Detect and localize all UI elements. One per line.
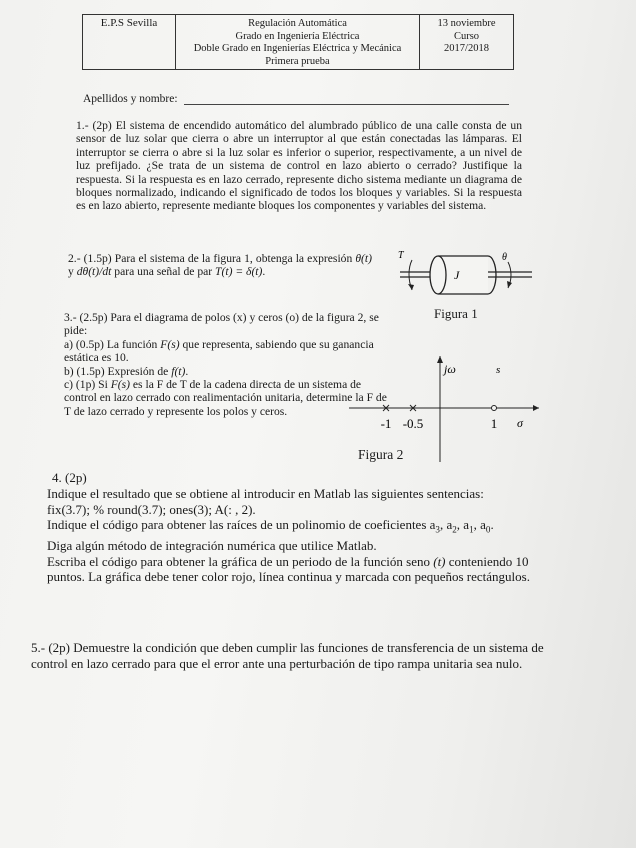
fig2-tick-label-2: 1 — [490, 416, 498, 431]
q4-line-5 — [47, 554, 547, 585]
q4-l5-t: (t) — [433, 553, 446, 569]
figure-2-label: Figura 2 — [358, 447, 404, 462]
question-4 — [47, 486, 547, 585]
q4-line-3 — [47, 517, 547, 538]
fig2-sigma-label: σ — [517, 416, 523, 430]
q4-coef-a3: a — [429, 517, 436, 532]
fig1-theta-label: θ — [502, 252, 507, 263]
q3-part-a — [64, 338, 388, 365]
header-school: E.P.S Sevilla — [100, 17, 158, 29]
exam-header-table — [82, 14, 514, 70]
q4-coef-sub3: 3 — [435, 524, 440, 535]
q4-l3-pre: Indique el código para obtener las raíces de un polinomio de coeficientes — [47, 517, 430, 532]
fig2-imag-axis-arrow — [437, 356, 443, 363]
q4-coef-sub0: 0 — [485, 524, 491, 535]
q2-and: y — [68, 265, 77, 279]
q4-coef-a2: , a — [439, 517, 453, 532]
fig2-s-label: s — [496, 364, 501, 376]
q4-l5-pre: Escriba el código para obtener la gráfica de un periodo de la función seno — [47, 553, 434, 569]
header-degree-2: Doble Grado en Ingenierías Eléctrica y Mecánica — [193, 43, 402, 54]
q4-coef-a1: , a — [456, 517, 470, 532]
question-2 — [68, 252, 372, 279]
q4-coef-sub2: 2 — [452, 524, 457, 535]
q3-c-post: es la F de T de la cadena directa de un sistema de control en lazo cerrado con realimentación unitaria, determine la F de T de lazo cerrado y represente los polos y ceros. — [64, 378, 387, 418]
q3-a-fs: F(s) — [160, 337, 180, 351]
q3-a-post: que representa, sabiendo que su ganancia estática es 10. — [64, 337, 374, 365]
q3-a-pre: a) (0.5p) La función — [64, 337, 161, 351]
fig1-theta-arrowhead — [507, 281, 512, 288]
fig1-cyl-left — [430, 256, 446, 294]
q2-dtheta: dθ(t)/dt — [76, 265, 112, 279]
q2-theta: θ(t) — [355, 252, 372, 265]
fig2-real-axis-arrow — [533, 405, 539, 411]
fig1-cyl-right — [488, 256, 496, 294]
fig1-torque-arrowhead — [408, 284, 414, 290]
q3-part-c — [64, 378, 388, 418]
q2-end: . — [262, 265, 266, 279]
q4-coef-sub1: 1 — [469, 524, 474, 535]
question-1: 1.- (2p) El sistema de encendido automático del alumbrado público de una calle consta de un sensor de luz solar que cierra o abre un interruptor al que están conectadas las lámparas. El interruptor se cierra o abre si la luz solar es inferior o superior, respectivamente, a un nivel de luz prefijado. ¿Se trata de un sistema de control en lazo abierto o cerrado? Justifique la respuesta. Si la respuesta es en lazo cerrado, represente dicho sistema mediante un diagrama de bloques normalizado, indicando el significado de todos los bloques y variables. Si la respuesta es en lazo abierto, represente mediante bloques los componentes y variables del sistema. — [76, 119, 522, 213]
name-underline — [184, 104, 509, 105]
q2-pre: 2.- (1.5p) Para el sistema de la figura 1, obtenga la expresión — [68, 252, 356, 265]
q3-c-pre: c) (1p) Si — [64, 378, 111, 392]
q3-c-fs: F(s) — [110, 378, 131, 392]
question-4-heading: 4. (2p) — [52, 470, 87, 485]
fig1-J-label: J — [454, 268, 460, 282]
q3-b-ft: f(t) — [171, 364, 186, 378]
header-school-cell — [83, 15, 176, 69]
q3-b-post: . — [185, 364, 189, 378]
q3-b-pre: b) (1.5p) Expresión de — [64, 364, 172, 378]
figure-1-diagram — [396, 248, 536, 304]
q4-line-2: fix(3.7); % round(3.7); ones(3); A(: , 2). — [47, 501, 256, 517]
header-date-cell — [420, 15, 513, 69]
header-subject-cell — [176, 15, 420, 69]
header-date: 13 noviembre — [437, 18, 496, 29]
question-5: 5.- (2p) Demuestre la condición que deben cumplir las funciones de transferencia de un sistema de control en lazo cerrado para que el error ante una perturbación de tipo rampa unitaria sea nulo. — [31, 640, 544, 671]
q3-intro: 3.- (2.5p) Para el diagrama de polos (x) y ceros (o) de la figura 2, se pide: — [64, 311, 379, 338]
fig1-T-label: T — [398, 250, 404, 261]
q4-line-1: Indique el resultado que se obtiene al introducir en Matlab las siguientes sentencias: — [47, 486, 484, 501]
fig2-tick-label-0: -1 — [380, 416, 392, 431]
figure-1-label: Figura 1 — [434, 306, 478, 321]
header-subject: Regulación Automática — [248, 18, 347, 29]
fig2-jw-label: jω — [444, 362, 456, 376]
name-label: Apellidos y nombre: — [83, 93, 178, 105]
q4-coef-end: . — [490, 517, 494, 532]
q2-mid: para una señal de par — [111, 265, 216, 279]
q3-part-b — [64, 365, 388, 378]
fig2-tick-label-1: -0.5 — [402, 416, 424, 431]
q4-l5-post: conteniendo 10 puntos. La gráfica debe tener color rojo, línea continua y marcada con pequeños rectángulos. — [47, 553, 530, 585]
header-exam: Primera prueba — [265, 55, 330, 67]
header-degree-1: Grado en Ingeniería Eléctrica — [235, 30, 360, 42]
header-course-label: Curso — [453, 30, 480, 42]
fig2-zero-0 — [492, 406, 497, 411]
q4-line-4: Diga algún método de integración numérica que utilice Matlab. — [47, 538, 377, 554]
header-course: 2017/2018 — [444, 43, 489, 54]
question-3 — [64, 311, 388, 418]
q4-coef-a0: , a — [473, 517, 486, 532]
q2-torque: T(t) = δ(t) — [215, 265, 263, 279]
fig2-ticks — [381, 416, 498, 431]
